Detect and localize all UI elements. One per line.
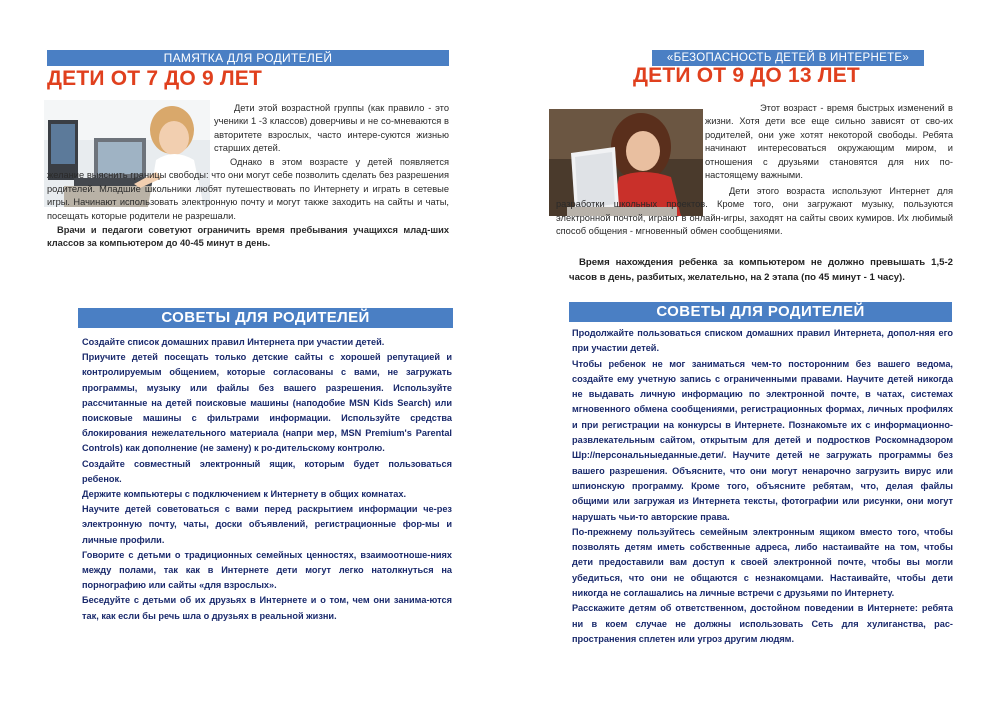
advice-item: По-прежнему пользуйтесь семейным электронным ящиком вместо того, чтобы позволять детям иметь собственные адреса, либо настаивайте на том, чтобы дети предоставили вам доступ к своей электронной почте, чтобы вы могли убедиться, что они не общаются с незнакомцами. Настаивайте, чтобы дети никогда не соглашались на личные встречи с друзьями по Интернету. <box>572 526 953 599</box>
advice-list <box>82 335 452 624</box>
advice-item: Расскажите детям об ответственном, достойном поведении в Интернете: ребята ни в коем случае не должны использовать Сеть для хулиганства, рас-пространения сплетен или угроз другим людям. <box>572 603 953 644</box>
age-group-title: ДЕТИ ОТ 9 ДО 13 ЛЕТ <box>633 64 860 87</box>
advice-item: Приучите детей посещать только детские сайты с хорошей репутацией и контролируемым общением, которые согласованы с вами, не загружать программы, музыку или файлы без вашего разрешения. Используйте рассчитанные на детей поисковые машины (наподобие MSN Kids Search) или поисковые машины с фильтрами информации. Используйте средства блокирования нежелательного материала (напри мер, MSN Premium's Parental Controls) как дополнение (не замену) к ро-дительскому контролю. <box>82 352 452 454</box>
advice-section-header: СОВЕТЫ ДЛЯ РОДИТЕЛЕЙ <box>569 302 952 322</box>
advice-item: Создайте совместный электронный ящик, которым будет пользоваться ребенок. <box>82 458 452 484</box>
intro-paragraph: Этот возраст - время быстрых изменений в жизни. Хотя дети все еще сильно зависят от сво-их родителей, они уже хотят некоторой свободы. Ребята начинают интересоваться окружающим миром, и отношения с друзьями становятся для них по-настоящему важными. <box>705 103 953 181</box>
advice-item: Продолжайте пользоваться списком домашних правил Интернета, допол-няя его при участии детей. <box>572 328 953 354</box>
time-limit-note: Врачи и педагоги советуют ограничить время пребывания учащихся млад-ших классов за компьютером до 40-45 минут в день. <box>47 225 449 249</box>
age-group-title: ДЕТИ ОТ 7 ДО 9 ЛЕТ <box>47 67 263 90</box>
advice-item: Держите компьютеры с подключением к Интернету в общих комнатах. <box>82 489 407 500</box>
intro-paragraph: Дети этого возраста используют Интернет для разработки школьных проектов. Кроме того, они загружают музыку, пользуются электронной почтой, играют в онлайн-игры, заходят на сайты своих кумиров. Их любимый способ общения - мгновенный обмен сообщениями. <box>556 186 953 237</box>
time-limit-note <box>569 255 953 285</box>
intro-text-continued <box>47 156 449 251</box>
advice-list <box>572 326 953 647</box>
intro-text-continued <box>556 185 953 239</box>
intro-paragraph: Однако в этом возрасте у детей появляется желание выяснить границы свободы: что они могут себе позволить сделать без разрешения родителей. Младшие школьники любят путешествовать по Интернету и играть в сетевые игры. Начинают использовать электронную почту и могут также заходить на сайты и чаты, посещать которые родители не разрешали. <box>47 157 449 221</box>
brochure-banner: ПАМЯТКА ДЛЯ РОДИТЕЛЕЙ <box>47 50 449 66</box>
intro-text <box>214 102 449 156</box>
intro-paragraph: Дети этой возрастной группы (как правило - это ученики 1 -3 классов) доверчивы и не со-мневаются в авторитете взрослых, часто интере-суются жизнью старших детей. <box>214 103 449 154</box>
advice-item: Беседуйте с детьми об их друзьях в Интернете и о том, чем они занима-ются так, как если бы речь шла о друзьях в реальной жизни. <box>82 595 452 621</box>
intro-text <box>705 102 953 182</box>
time-limit-note-text: Время нахождения ребенка за компьютером не должно превышать 1,5-2 часов в день, разбитых, желательно, на 2 этапа (по 45 минут - 1 часу). <box>569 257 953 283</box>
advice-item: Научите детей советоваться с вами перед раскрытием информации че-рез электронную почту, чаты, доски объявлений, регистрационные фор-мы и личные профили. <box>82 504 452 545</box>
advice-item: Создайте список домашних правил Интернета при участии детей. <box>82 337 385 347</box>
advice-section-header: СОВЕТЫ ДЛЯ РОДИТЕЛЕЙ <box>78 308 453 328</box>
advice-item: Говорите с детьми о традиционных семейных ценностях, взаимоотноше-ниях между полами, так как в Интернете дети могут легко натолкнуться на порнографию или сайты «для взрослых». <box>82 549 452 591</box>
brochure-banner: «БЕЗОПАСНОСТЬ ДЕТЕЙ В ИНТЕРНЕТЕ» <box>652 50 924 66</box>
advice-item: Чтобы ребенок не мог заниматься чем-то посторонним без вашего ведома, создайте ему учетную запись с ограниченными правами. Научите детей никогда не выдавать личную информацию по электронной почте, в чатах, системах мгновенного обмена сообщениями, регистрационных формах, личных профилях и при регистрации на конкурсы в Интернете. Познакомьте их с информационно-развлекательным сайтом, открытым для детей и подростков Роскомнадзором Шр://персональныеданные.дети/. Научите детей не загружать программы без вашего разрешения. Объясните, что они могут ненарочно загрузить вирус или шпионскую программу. Кроме того, объясните ребятам, что, делая файлы общими или загружая из Интернета тексты, фотографии или рисунки, они могут нарушать чьи-то авторские права. <box>572 358 953 522</box>
